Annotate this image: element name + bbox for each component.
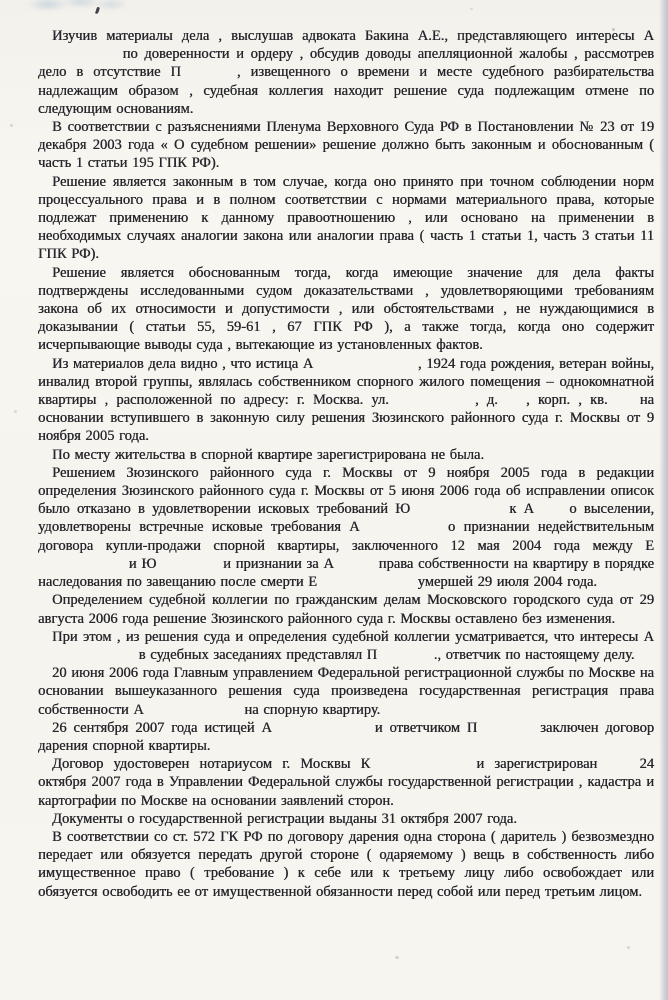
paragraph: Договор удостоверен нотариусом г. Москвы К и зарегистрирован 24 октября 2007 года в Управлении Федеральной службы государственной регистрации , кадастра и картографии по Москве на основании заявлений сторон.	[38, 756, 654, 809]
redaction-gap	[370, 766, 466, 768]
redaction-gap	[38, 566, 124, 568]
redaction-gap	[607, 766, 629, 768]
paragraph: В соответствии со ст. 572 ГК РФ по договору дарения одна сторона ( даритель ) безвозмездно передает или обязуется передать другой стороне ( одаряемому ) вещь в собственность либо имущественное право ( требование ) к себе или к третьему лицу либо освобождает или обязуется освободить ее от имущественной обязанности перед собой или перед третьим лицом.	[38, 828, 654, 900]
paragraph: Из материалов дела видно , что истица А , 1924 года рождения, ветеран войны, инвалид второй группы, являлась собственником спорного жилого помещения – однокомнатной квартиры , расположенной по адресу: г. Москва. ул. , д. , корп. , кв. на основании вступившего в законную силу решения Зюзинского районного суда г. Москвы от 9 ноября 2005 года.	[38, 355, 654, 445]
redaction-gap	[377, 657, 429, 659]
paragraph: Решение является обоснованным тогда, когда имеющие значение для дела факты подтверждены исследованными судом доказательствами , удовлетворяющими требованиям закона об их относимости и допустимости , или обстоятельствами , не нуждающимися в доказывании ( статьи 55, 59-61 , 67 ГПК РФ ), а также тогда, когда оно содержит исчерпывающие выводы суда , вытекающие из установленных фактов.	[38, 264, 654, 354]
redaction-gap	[313, 366, 413, 368]
scan-noise-speck	[10, 124, 13, 127]
redaction-gap	[534, 511, 562, 513]
scan-edge-shadow	[659, 0, 668, 1000]
paragraph: По месту жительства в спорной квартире зарегистрирована не была.	[52, 446, 484, 463]
redaction-gap	[477, 730, 533, 732]
scan-noise-speck	[627, 946, 630, 949]
paragraph: Изучив материалы дела , выслушав адвоката Бакина А.Е., представляющего интересы А по доверенности и ордеру , обсудив доводы апелляционной жалобы , рассмотрев дело в отсутствие П , извещенного о времени и месте судебного разбирательства надлежащим образом , судебная коллегия находит решение суда подлежащим отмене по следующим основаниям.	[38, 28, 654, 117]
faded-stamp-mark	[26, 0, 126, 16]
redaction-gap	[410, 511, 502, 513]
redaction-gap	[616, 402, 632, 404]
redaction-gap	[272, 730, 368, 732]
paragraph: Решение является законным в том случае, когда оно принято при точном соблюдении норм процессуального права и в полном соответствии с нормами материального права, которые подлежат применению к данному правоотношению , или основано на применении в необходимых случаях аналогии закона или аналогии права ( часть 1 статьи 1, часть 3 статьи 11 ГПК РФ).	[38, 173, 654, 263]
paragraph: Документы о государственной регистрации выданы 31 октября 2007 года.	[52, 810, 517, 827]
redaction-gap	[360, 529, 440, 531]
paragraph: При этом , из решения суда и определения судебной коллегии усматривается, что интересы А в судебных заседаниях представлял П ., ответчик по настоящему делу.	[38, 628, 654, 664]
redaction-gap	[156, 566, 218, 568]
redaction-gap	[38, 657, 134, 659]
paragraph: 20 июня 2006 года Главным управлением Федеральной регистрационной службы по Москве на основании вышеуказанного решения суда произведена государственная регистрация права собственности А на спорную квартиру.	[38, 665, 654, 718]
redaction-gap	[144, 712, 240, 714]
paragraph: Определением судебной коллегии по гражданским делам Московского городского суда от 29 августа 2006 года решение Зюзинского районного суда г. Москвы оставлено без изменения.	[38, 592, 654, 627]
redaction-gap	[389, 402, 467, 404]
paragraph: 26 сентября 2007 года истицей А и ответчиком П заключен договор дарения спорной квартиры.	[38, 719, 655, 754]
redaction-gap	[181, 74, 227, 76]
redaction-gap	[38, 56, 116, 58]
paragraph: Решением Зюзинского районного суда г. Москвы от 9 ноября 2005 года в редакции определения Зюзинского районного суда г. Москвы от 5 июня 2006 года об исправлении описок было отказано в удовлетворении исковых требований Ю к А о выселении, удовлетворены встречные исковые требования А о признании недействительным договора купли-продажи спорной квартиры, заключенного 12 мая 2004 года между Е и Ю и признании за А права собственности на квартиру в порядке наследования по завещанию после смерти Е умершей 29 июля 2004 года.	[38, 464, 654, 591]
scan-noise-speck	[14, 410, 17, 413]
redaction-gap	[317, 584, 413, 586]
document-text	[38, 27, 654, 901]
redaction-gap	[506, 402, 518, 404]
paragraph: В соответствии с разъяснениями Пленума Верховного Суда РФ в Постановлении № 23 от 19 декабря 2003 года « О судебном решении» решение должно быть законным и обоснованным ( часть 1 статьи 195 ГПК РФ).	[38, 119, 654, 172]
scan-noise-speck	[470, 8, 473, 10]
scan-noise-speck	[395, 956, 399, 959]
redaction-gap	[334, 566, 374, 568]
